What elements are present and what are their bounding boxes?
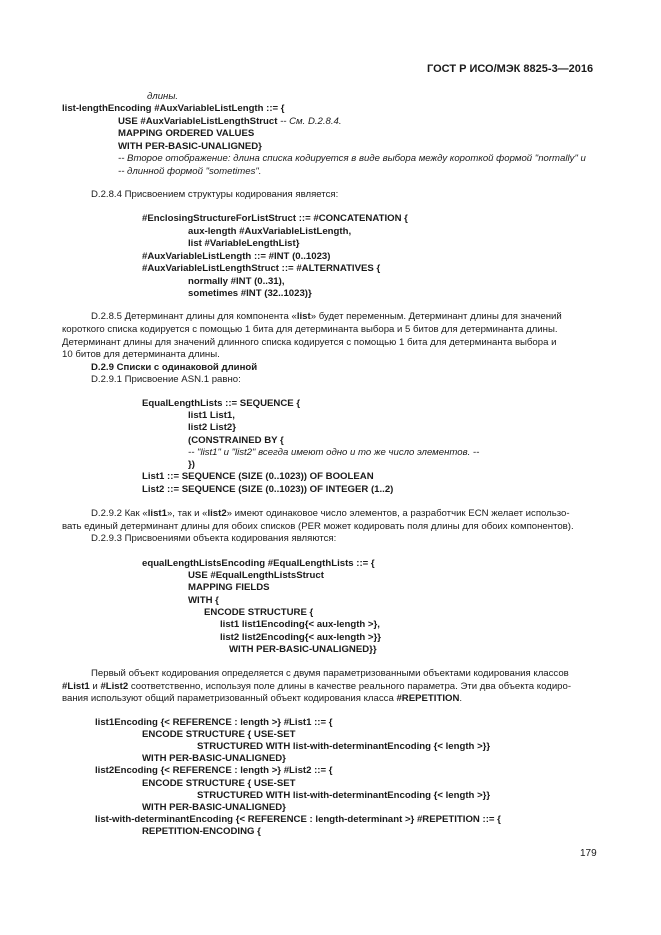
text: вания используют общий параметризованный объект кодирования класса (62, 693, 397, 704)
code-comment: -- длинной формой "sometimes". (118, 166, 262, 177)
code-line: WITH PER-BASIC-UNALIGNED}} (229, 644, 377, 655)
text: и (89, 681, 101, 692)
code-line (118, 116, 342, 128)
code-comment: -- "list1" и "list2" всегда имеют одно и то же число элементов. -- (188, 447, 480, 458)
code-line: ENCODE STRUCTURE { USE-SET (142, 778, 296, 789)
code-line: WITH PER-BASIC-UNALIGNED} (142, 802, 286, 813)
code-line: list2 list2Encoding{< aux-length >}} (220, 632, 381, 643)
code-line: MAPPING FIELDS (188, 582, 270, 593)
code-text: USE #AuxVariableListLengthStruct (118, 116, 278, 127)
text: соответственно, используя поле длины в качестве реального параметра. Эти два объекта кодиро- (128, 681, 572, 692)
code-line: List2 ::= SEQUENCE (SIZE (0..1023)) OF INTEGER (1..2) (142, 484, 394, 495)
code-line: list1 list1Encoding{< aux-length >}, (220, 619, 380, 630)
code-line: STRUCTURED WITH list-with-determinantEncoding {< length >}} (197, 741, 491, 752)
code-line: }) (188, 459, 195, 470)
text: », так и « (166, 508, 208, 519)
paragraph-line: Детерминант длины для значений длинного списка кодируется с помощью 1 бита для детерминанта выбора и (62, 337, 557, 348)
code-line: USE #EqualLengthListsStruct (188, 570, 324, 581)
keyword: list2 (207, 508, 227, 519)
paragraph-line: короткого списка кодируется с помощью 1 бита для детерминанта выбора и 5 битов для детерминанта длины. (62, 324, 558, 335)
code-line: MAPPING ORDERED VALUES (118, 128, 255, 139)
code-line: normally #INT (0..31), (188, 276, 285, 287)
paragraph-line (62, 681, 571, 693)
code-line: list #VariableLengthList} (188, 238, 300, 249)
code-line: list2Encoding {< REFERENCE : length >} #List2 ::= { (95, 765, 333, 776)
clause-text: D.2.8.4 Присвоением структуры кодирования является: (91, 189, 339, 200)
code-line: REPETITION-ENCODING { (142, 826, 261, 837)
code-line: WITH { (188, 595, 219, 606)
section-heading: D.2.9 Списки с одинаковой длиной (91, 362, 258, 373)
code-line: equalLengthListsEncoding #EqualLengthLists ::= { (142, 558, 375, 569)
page-number: 179 (580, 848, 597, 859)
paragraph-line (62, 693, 462, 705)
code-line: list-lengthEncoding #AuxVariableListLength ::= { (62, 103, 285, 114)
code-line: (CONSTRAINED BY { (188, 435, 284, 446)
paragraph-line: вать единый детерминант длины для обоих списков (PER может кодировать поля длины для обоих компонентов). (62, 521, 574, 532)
text-line: длины. (147, 91, 179, 102)
code-line: STRUCTURED WITH list-with-determinantEncoding {< length >}} (197, 790, 491, 801)
code-line: #EnclosingStructureForListStruct ::= #CONCATENATION { (142, 213, 408, 224)
code-line: WITH PER-BASIC-UNALIGNED} (142, 753, 286, 764)
paragraph-line: Первый объект кодирования определяется с двумя параметризованными объектами кодирования классов (91, 668, 569, 679)
document-header: ГОСТ Р ИСО/МЭК 8825-3—2016 (427, 63, 594, 75)
text: D.2.9.2 Как « (91, 508, 148, 519)
paragraph-line: 10 битов для детерминанта длины. (62, 349, 220, 360)
text: D.2.8.5 Детерминант длины для компонента « (91, 311, 297, 322)
code-line: List1 ::= SEQUENCE (SIZE (0..1023)) OF BOOLEAN (142, 471, 374, 482)
code-line: EqualLengthLists ::= SEQUENCE { (142, 398, 301, 409)
paragraph-line (91, 311, 562, 323)
text: » имеют одинаковое число элементов, а разработчик ECN желает использо- (226, 508, 570, 519)
code-comment: -- См. D.2.8.4. (277, 116, 342, 127)
keyword: #List1 (62, 681, 90, 692)
code-line: list1Encoding {< REFERENCE : length >} #List1 ::= { (95, 717, 333, 728)
code-line: #AuxVariableListLength ::= #INT (0..1023) (142, 251, 331, 262)
code-line: WITH PER-BASIC-UNALIGNED} (118, 141, 262, 152)
code-line: list1 List1, (188, 410, 235, 421)
code-line: ENCODE STRUCTURE { (204, 607, 314, 618)
text: . (459, 693, 463, 704)
paragraph-line (91, 508, 570, 520)
code-line: sometimes #INT (32..1023)} (188, 288, 312, 299)
keyword: #REPETITION (396, 693, 460, 704)
keyword: list (296, 311, 311, 322)
clause-text: D.2.9.1 Присвоение ASN.1 равно: (91, 374, 241, 385)
code-line: #AuxVariableListLengthStruct ::= #ALTERNATIVES { (142, 263, 381, 274)
code-line: aux-length #AuxVariableListLength, (188, 226, 352, 237)
code-comment: -- Второе отображение: длина списка кодируется в виде выбора между короткой формой "normally" и (118, 153, 586, 164)
code-line: ENCODE STRUCTURE { USE-SET (142, 729, 296, 740)
text: » будет переменным. Детерминант длины для значений (310, 311, 562, 322)
clause-text: D.2.9.3 Присвоениями объекта кодирования являются: (91, 533, 337, 544)
code-line: list-with-determinantEncoding {< REFERENCE : length-determinant >} #REPETITION ::= { (95, 814, 501, 825)
keyword: list1 (147, 508, 167, 519)
code-line: list2 List2} (188, 422, 236, 433)
keyword: #List2 (100, 681, 129, 692)
